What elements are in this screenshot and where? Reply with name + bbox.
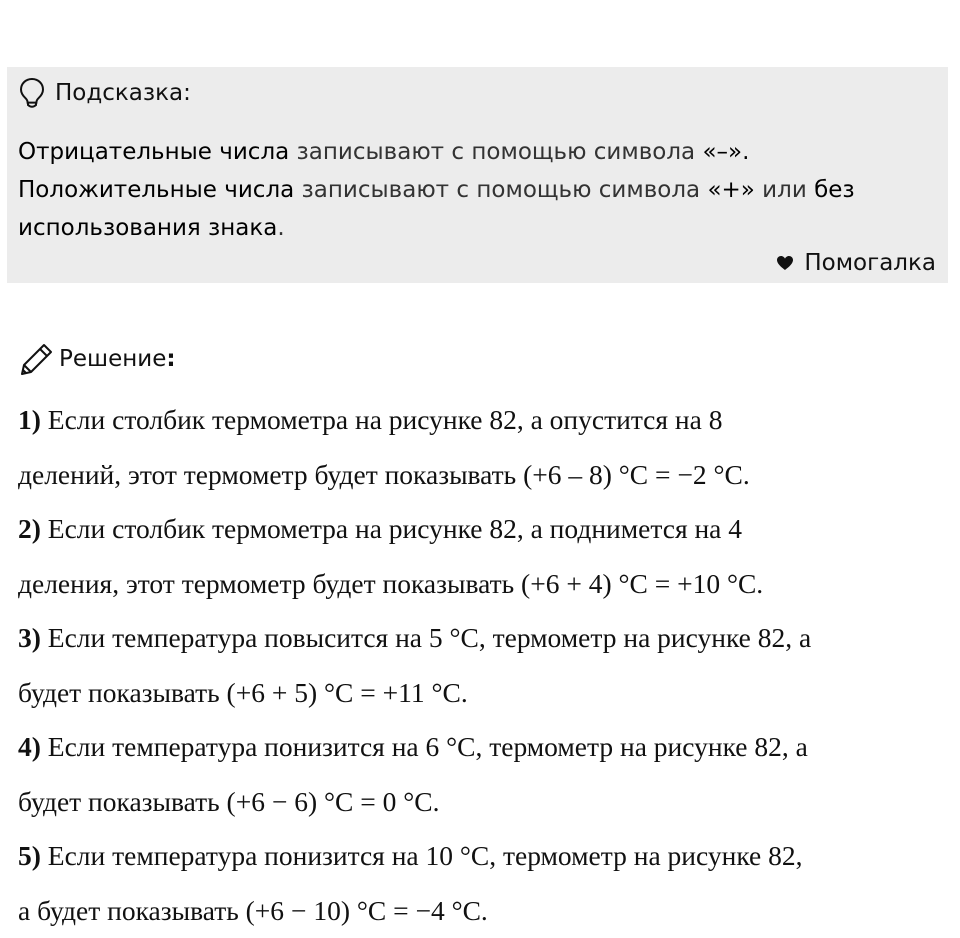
solution-item-line — [18, 557, 948, 612]
item-text: деления, этот термометр будет показывать (+6 + 4) °С = +10 °С. — [18, 567, 764, 599]
solution-item-line — [18, 884, 948, 938]
solution-item-line — [18, 611, 948, 666]
item-text: будет показывать (+6 + 5) °С = +11 °С. — [18, 676, 468, 708]
hint-positive-term: Положительные числа — [18, 177, 295, 203]
hint-plus-symbol: «+» — [707, 177, 755, 203]
solution-item-line — [18, 393, 948, 448]
hint-header — [19, 77, 191, 109]
item-text: будет показывать (+6 − 6) °С = 0 °С. — [18, 785, 440, 817]
hint-negative-term: Отрицательные числа — [18, 139, 290, 165]
solution-title — [59, 346, 176, 372]
item-number: 3) — [18, 622, 41, 653]
solution-item-line — [18, 448, 948, 503]
hint-text-segment: или — [754, 177, 815, 203]
solution-body — [18, 393, 948, 938]
heart-icon — [776, 255, 804, 271]
item-text: а будет показывать (+6 − 10) °С = −4 °С. — [18, 894, 488, 926]
pencil-icon — [19, 341, 55, 377]
hint-minus-symbol: «–» — [702, 139, 743, 165]
hint-title: Подсказка: — [55, 80, 191, 106]
solution-item-line — [18, 666, 948, 721]
solution-title-text: Решение — [59, 346, 167, 372]
item-text: Если столбик термометра на рисунке 82, а опустится на 8 — [40, 404, 723, 435]
credit-label: Помогалка — [804, 250, 936, 276]
solution-title-colon: : — [166, 346, 176, 372]
solution-item-line — [18, 775, 948, 830]
credit — [776, 248, 936, 278]
item-text: Если температура понизится на 10 °С, термометр на рисунке 82, — [40, 840, 803, 871]
item-number: 5) — [18, 840, 41, 871]
hint-box — [7, 67, 948, 283]
solution-item-line — [18, 502, 948, 557]
lightbulb-icon — [19, 77, 45, 109]
hint-text-segment: записывают с помощью символа — [289, 139, 703, 165]
item-number: 2) — [18, 513, 41, 544]
hint-text — [18, 133, 938, 247]
item-number: 1) — [18, 404, 41, 435]
solution-header — [19, 341, 176, 377]
item-text: Если столбик термометра на рисунке 82, а поднимется на 4 — [40, 513, 743, 544]
item-text: делений, этот термометр будет показывать (+6 – 8) °С = −2 °С. — [18, 458, 750, 490]
item-text: Если температура повысится на 5 °С, термометр на рисунке 82, а — [40, 622, 812, 653]
item-number: 4) — [18, 731, 41, 762]
hint-no-sign-term: без использования знака — [18, 177, 855, 241]
solution-item-line — [18, 720, 948, 775]
solution-item-line — [18, 829, 948, 884]
hint-text-segment: записывают с помощью символа — [294, 177, 708, 203]
hint-text-segment: . — [277, 215, 285, 241]
hint-text-segment: . — [742, 139, 750, 165]
item-text: Если температура понизится на 6 °С, термометр на рисунке 82, а — [40, 731, 808, 762]
